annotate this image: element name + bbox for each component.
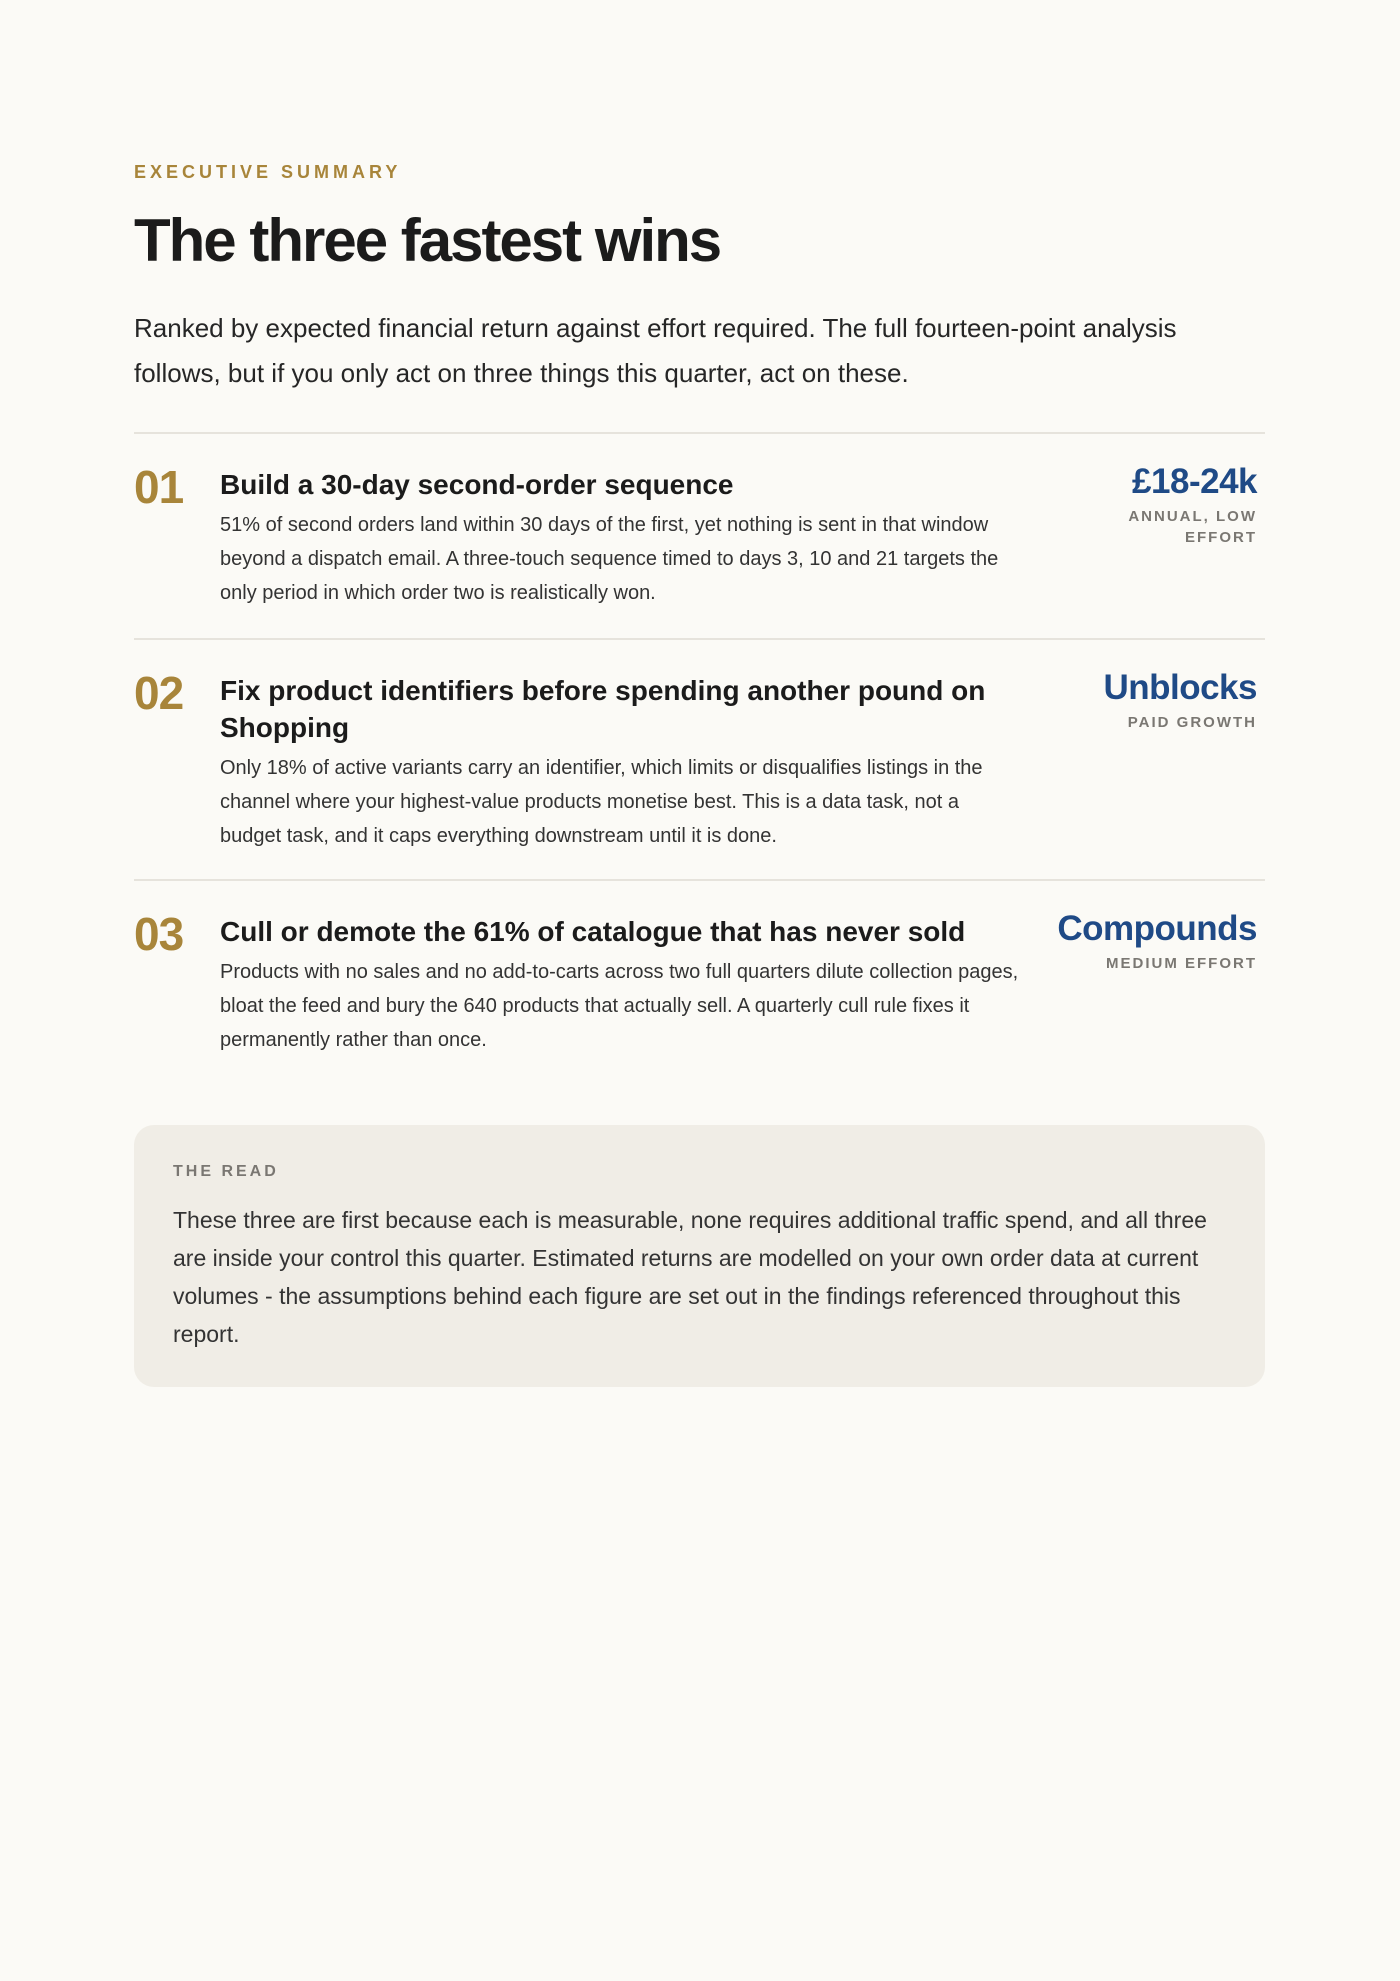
read-text: These three are first because each is measurable, none requires additional traffic spend, and all three are inside your control this quarter. Estimated returns are modelled on your own order data at current volumes - the assumptions behind each figure are set out in the findings referenced throughout this report. xyxy=(173,1207,1207,1347)
read-label: THE READ xyxy=(173,1163,279,1180)
win-number: 02 xyxy=(134,667,184,719)
win-description: 51% of second orders land within 30 days of the first, yet nothing is sent in that window beyond a dispatch email. A three-touch sequence timed to days 3, 10 and 21 targets the only period in which order two is realistically won. xyxy=(220,514,999,604)
win-title: Fix product identifiers before spending another pound on Shopping xyxy=(220,675,986,743)
divider xyxy=(134,638,1265,640)
metric-value: Unblocks xyxy=(1103,668,1257,707)
win-metric xyxy=(1057,909,1257,974)
section-eyebrow: EXECUTIVE SUMMARY xyxy=(134,162,402,182)
intro-paragraph: Ranked by expected financial return against effort required. The full fourteen-point analysis follows, but if you only act on three things this quarter, act on these. xyxy=(134,313,1177,388)
divider xyxy=(134,432,1265,434)
win-number: 01 xyxy=(134,461,184,513)
metric-caption: PAID GROWTH xyxy=(1127,714,1257,731)
win-number: 03 xyxy=(134,908,184,960)
win-description: Only 18% of active variants carry an identifier, which limits or disqualifies listings in the channel where your highest-value products monetise best. This is a data task, not a budget task, and it caps everything downstream until it is done. xyxy=(220,757,983,847)
the-read-panel xyxy=(134,1125,1265,1387)
metric-value: £18-24k xyxy=(1132,462,1257,501)
page-title: The three fastest wins xyxy=(134,207,721,274)
win-title: Cull or demote the 61% of catalogue that has never sold xyxy=(220,916,966,947)
metric-caption: MEDIUM EFFORT xyxy=(1106,955,1257,972)
win-title: Build a 30-day second-order sequence xyxy=(220,469,734,500)
win-metric xyxy=(1107,462,1257,548)
metric-value: Compounds xyxy=(1057,909,1257,948)
divider xyxy=(134,879,1265,881)
win-description: Products with no sales and no add-to-carts across two full quarters dilute collection pages, bloat the feed and bury the 640 products that actually sell. A quarterly cull rule fixes it permanently rather than once. xyxy=(220,961,1019,1051)
win-metric xyxy=(1103,668,1257,733)
metric-caption: ANNUAL, LOW EFFORT xyxy=(1128,508,1257,546)
